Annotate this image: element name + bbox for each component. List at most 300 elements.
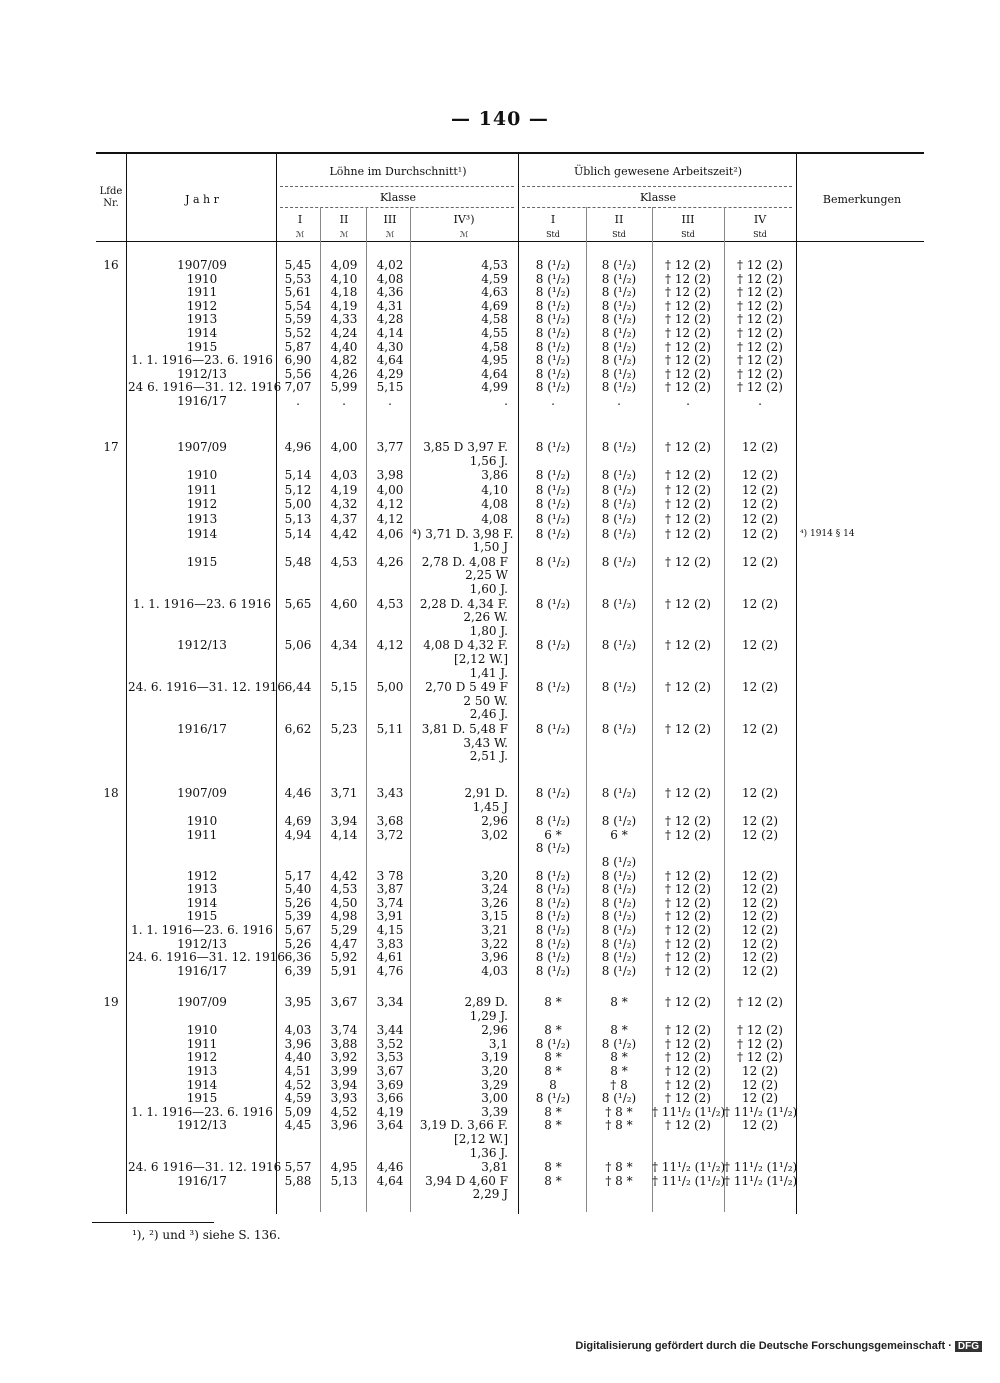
cell-a3: † 12 (2) [665, 868, 711, 883]
cell-l3: 4,31 [376, 298, 404, 313]
cell-year: 1915 [186, 1091, 218, 1106]
cell-l1: 6,62 [284, 722, 312, 736]
cell-a1: 8 (¹/₂) [535, 1091, 571, 1106]
cell-l1: 5,26 [284, 895, 312, 910]
cell-l4: 3,85 D 3,97 F. [423, 440, 508, 454]
cell-a2: 8 (¹/₂) [601, 554, 637, 569]
cell-a4: 12 (2) [741, 722, 779, 736]
cell-l4: 4,53 [481, 258, 508, 272]
cell-continuation: 1,41 J. [469, 665, 508, 680]
cell-a4: 12 (2) [741, 882, 779, 897]
table-row [0, 722, 1000, 736]
cell-a2: 8 (¹/₂) [601, 326, 637, 340]
cell-l3: 4,53 [376, 596, 404, 611]
cell-year: 1912/13 [177, 638, 227, 653]
cell-continuation: 3,43 W. [463, 735, 508, 750]
cell-l2: 3,94 [330, 1077, 358, 1092]
cell-a4: 12 (2) [741, 512, 779, 526]
cell-l1: 7,07 [284, 380, 312, 395]
cell-l3: 3,34 [376, 995, 404, 1009]
cell-l3: 4,02 [376, 258, 404, 272]
cell-l4: 2,91 D. [464, 786, 508, 800]
cell-a3: † 12 (2) [665, 638, 711, 653]
cell-continuation: 1,45 J [472, 799, 508, 814]
cell-l3: 3,69 [376, 1077, 404, 1092]
cell-a2: 8 (¹/₂) [601, 1091, 637, 1106]
cell-l3: 4,12 [376, 512, 404, 526]
cell-a4: † 12 (2) [737, 339, 783, 354]
cell-l2: 3,71 [330, 786, 358, 800]
cell-a4: 12 (2) [741, 963, 779, 978]
cell-a4: 12 (2) [741, 554, 779, 569]
table-row [0, 367, 1000, 381]
cell-a2: 8 (¹/₂) [601, 497, 637, 512]
cell-a3: † 12 (2) [665, 827, 711, 842]
table-row [0, 1091, 1000, 1105]
cell-a1: 8 * [544, 1050, 562, 1065]
cell-l1: 5,54 [284, 298, 312, 313]
cell-a2: † 8 [610, 1077, 628, 1092]
cell-year: 1914 [186, 895, 218, 910]
cell-l3: 3,87 [376, 882, 404, 897]
cell-a4: † 12 (2) [737, 271, 783, 286]
cell-a4: † 12 (2) [737, 312, 783, 327]
cell-a3: † 12 (2) [665, 995, 711, 1009]
cell-a4: † 11¹/₂ (1¹/₂) [724, 1173, 798, 1188]
cell-a1: 8 * [544, 1064, 562, 1078]
cell-l4: 4,63 [481, 285, 508, 300]
table-row [0, 353, 1000, 367]
cell-l2: 3,88 [330, 1036, 358, 1051]
section-number: 16 [103, 258, 119, 272]
cell-a4: . [758, 394, 762, 408]
cell-l3: 3,44 [376, 1023, 404, 1038]
header-arbeitszeit-unit: Std [681, 230, 695, 239]
cell-l1: 5,59 [284, 312, 312, 327]
cell-a2: 8 (¹/₂) [601, 353, 637, 368]
cell-year: 1914 [186, 326, 218, 340]
cell-a1: 8 * [544, 1173, 562, 1188]
cell-a4: 12 (2) [741, 786, 779, 800]
cell-l2: 4,42 [330, 526, 358, 541]
cell-l3: 3 78 [376, 868, 404, 883]
section-number: 19 [103, 995, 119, 1009]
cell-l3: 3,77 [376, 440, 404, 454]
cell-l1: 4,40 [284, 1050, 312, 1065]
table-row [0, 1064, 1000, 1078]
cell-year: 1915 [186, 339, 218, 354]
cell-l1: 5,65 [284, 596, 312, 611]
table-row [0, 828, 1000, 842]
cell-a4: 12 (2) [741, 468, 779, 483]
cell-l2: 4,26 [330, 366, 358, 381]
cell-year: 24. 6 1916—31. 12. 1916 [128, 1160, 282, 1175]
cell-l4: 3,96 [481, 950, 508, 965]
table-row [0, 937, 1000, 951]
header-loehne-col-1: I [297, 213, 303, 226]
cell-l3: 3,52 [376, 1036, 404, 1051]
cell-year: 1914 [186, 526, 218, 541]
cell-a1: 8 (¹/₂) [535, 497, 571, 512]
cell-l4: 3,81 [481, 1160, 508, 1175]
cell-l3: 3,53 [376, 1050, 404, 1065]
cell-l1: 4,96 [284, 440, 312, 454]
cell-a1: 8 * [544, 1023, 562, 1038]
cell-l3: 3,91 [376, 909, 404, 924]
cell-continuation: 1,80 J. [469, 623, 508, 638]
cell-year: 1915 [186, 554, 218, 569]
cell-a1: 8 (¹/₂) [535, 868, 571, 883]
header-jahr: J a h r [185, 193, 219, 206]
cell-a4: 12 (2) [741, 909, 779, 924]
cell-year: 1912 [186, 868, 218, 883]
cell-continuation: 2,46 J. [469, 707, 508, 722]
cell-l1: 5,09 [284, 1104, 312, 1119]
cell-a4: † 12 (2) [737, 285, 783, 300]
cell-l3: 4,30 [376, 339, 404, 354]
cell-a2: 8 (¹/₂) [601, 950, 637, 965]
cell-year: 1910 [186, 814, 218, 829]
cell-year: 24 6. 1916—31. 12. 1916 [128, 380, 282, 395]
cell-l1: 5,17 [284, 868, 312, 883]
cell-a3: † 12 (2) [665, 258, 711, 272]
cell-year: 1907/09 [177, 995, 227, 1009]
cell-a1: 8 (¹/₂) [535, 526, 571, 541]
cell-a3: † 12 (2) [665, 298, 711, 313]
cell-year: 1913 [186, 312, 218, 327]
cell-continuation: 2,26 W. [463, 610, 508, 625]
cell-a2: 8 (¹/₂) [601, 882, 637, 897]
cell-l4: 3,19 [481, 1050, 508, 1065]
table-row [0, 638, 1000, 652]
cell-l2: 4,37 [330, 512, 358, 526]
cell-a1: 8 (¹/₂) [535, 596, 571, 611]
cell-l4: 4,08 [481, 497, 508, 512]
cell-l2: 5,91 [330, 963, 358, 978]
header-dash [280, 207, 514, 208]
cell-a1: 8 (¹/₂) [535, 482, 571, 497]
table-row [0, 440, 1000, 454]
cell-l4: 3,21 [481, 923, 508, 937]
cell-l1: 5,45 [284, 258, 312, 272]
cell-a1: 8 (¹/₂) [535, 722, 571, 736]
cell-l2: 4,19 [330, 298, 358, 313]
cell-year: 1916/17 [177, 722, 227, 736]
cell-a3: † 12 (2) [665, 440, 711, 454]
cell-a3: † 12 (2) [665, 482, 711, 497]
cell-a4: † 11¹/₂ (1¹/₂) [724, 1104, 798, 1119]
cell-year: 1912/13 [177, 1118, 227, 1133]
cell-l4: 3,02 [481, 827, 508, 842]
cell-l1: 5,12 [284, 482, 312, 497]
cell-l4: 4,59 [481, 271, 508, 286]
cell-a2: 8 (¹/₂) [601, 895, 637, 910]
table-row [0, 814, 1000, 828]
cell-l3: 5,00 [376, 680, 404, 695]
table-row [0, 326, 1000, 340]
cell-l1: 5,61 [284, 285, 312, 300]
cell-continuation: [2,12 W.] [454, 652, 508, 666]
cell-a3: † 11¹/₂ (1¹/₂) [652, 1160, 726, 1175]
cell-a3: . [686, 394, 690, 408]
cell-a3: † 12 (2) [665, 326, 711, 340]
cell-l1: 5,53 [284, 271, 312, 286]
table-row [0, 468, 1000, 482]
cell-a1: 8 (¹/₂) [535, 909, 571, 924]
cell-a3: † 12 (2) [665, 786, 711, 800]
section-number: 17 [103, 440, 119, 454]
cell-l4: 4,64 [481, 366, 508, 381]
cell-a1: 8 (¹/₂) [535, 1036, 571, 1051]
cell-l2: 5,29 [330, 923, 358, 937]
cell-a2: † 8 * [605, 1173, 633, 1188]
cell-l2: 4,09 [330, 258, 358, 272]
table-row [0, 1023, 1000, 1037]
cell-a2: 8 * [610, 1064, 628, 1078]
cell-year: 1912/13 [177, 936, 227, 951]
cell-continuation: 1,50 J [472, 540, 508, 555]
cell-a4: 12 (2) [741, 868, 779, 883]
cell-year: 1911 [186, 482, 218, 497]
cell-a1: 8 (¹/₂) [535, 353, 571, 368]
cell-a3: † 12 (2) [665, 882, 711, 897]
cell-l4: 2,70 D 5 49 F [425, 680, 508, 695]
cell-a3: † 12 (2) [665, 680, 711, 695]
cell-l2: 5,92 [330, 950, 358, 965]
cell-continuation: 8 (¹/₂) [601, 855, 637, 869]
table-row [0, 882, 1000, 896]
cell-a2: 8 (¹/₂) [601, 722, 637, 736]
table-row [0, 950, 1000, 964]
cell-year: 1912/13 [177, 366, 227, 381]
cell-a3: † 12 (2) [665, 923, 711, 937]
cell-a1: . [551, 394, 555, 408]
table-row [0, 1160, 1000, 1174]
cell-a2: 8 * [610, 1050, 628, 1065]
cell-l3: 4,64 [376, 353, 404, 368]
cell-a3: † 12 (2) [665, 1118, 711, 1133]
cell-l4: 3,00 [481, 1091, 508, 1106]
cell-a2: 8 (¹/₂) [601, 366, 637, 381]
cell-year: 1913 [186, 1064, 218, 1078]
cell-continuation: 1,29 J. [469, 1008, 508, 1023]
cell-a2: 8 (¹/₂) [601, 680, 637, 695]
cell-a4: 12 (2) [741, 482, 779, 497]
table-row [0, 285, 1000, 299]
cell-l2: 4,42 [330, 868, 358, 883]
cell-a2: 8 (¹/₂) [601, 482, 637, 497]
cell-continuation: 1,60 J. [469, 582, 508, 596]
cell-l3: 4,46 [376, 1160, 404, 1175]
cell-a2: 8 (¹/₂) [601, 271, 637, 286]
table-row [0, 555, 1000, 569]
cell-l4: 3,20 [481, 868, 508, 883]
cell-l3: 3,43 [376, 786, 404, 800]
cell-a1: 8 (¹/₂) [535, 339, 571, 354]
cell-a2: 8 (¹/₂) [601, 512, 637, 526]
cell-a3: † 12 (2) [665, 285, 711, 300]
cell-year: 1915 [186, 909, 218, 924]
cell-a2: 8 (¹/₂) [601, 936, 637, 951]
cell-l1: 5,57 [284, 1160, 312, 1175]
cell-l1: 4,03 [284, 1023, 312, 1038]
header-arbeitszeit-col-4: IV [753, 213, 767, 226]
cell-a4: 12 (2) [741, 1077, 779, 1092]
header-loehne-unit: ℳ [385, 230, 395, 239]
cell-l3: 4,64 [376, 1173, 404, 1188]
header-arbeitszeit-klasse: Klasse [639, 191, 677, 204]
header-arbeitszeit-unit: Std [753, 230, 767, 239]
cell-a1: 8 (¹/₂) [535, 366, 571, 381]
cell-a2: † 8 * [605, 1118, 633, 1133]
header-loehne: Löhne im Durchschnitt¹) [329, 165, 467, 178]
table-row [0, 527, 1000, 541]
cell-l3: 4,26 [376, 554, 404, 569]
cell-a2: 8 (¹/₂) [601, 1036, 637, 1051]
cell-a2: 8 (¹/₂) [601, 526, 637, 541]
cell-a3: † 12 (2) [665, 909, 711, 924]
cell-a2: 8 (¹/₂) [601, 638, 637, 653]
cell-l1: 6,36 [284, 950, 312, 965]
cell-l4: 2,89 D. [464, 995, 508, 1009]
cell-l1: 5,14 [284, 526, 312, 541]
cell-l1: 5,13 [284, 512, 312, 526]
cell-year: 1911 [186, 827, 218, 842]
cell-l2: 4,60 [330, 596, 358, 611]
cell-l4: 4,95 [481, 353, 508, 368]
cell-l4: 4,55 [481, 326, 508, 340]
cell-a3: † 12 (2) [665, 1050, 711, 1065]
cell-a1: 8 (¹/₂) [535, 882, 571, 897]
cell-year: 24. 6. 1916—31. 12. 1916 [128, 950, 286, 965]
cell-year: 1911 [186, 285, 218, 300]
cell-l4: 2,96 [481, 814, 508, 829]
header-dash [522, 207, 792, 208]
cell-year: 1916/17 [177, 1173, 227, 1188]
cell-a3: † 12 (2) [665, 950, 711, 965]
table-row [0, 272, 1000, 286]
cell-a3: † 12 (2) [665, 936, 711, 951]
header-loehne-unit: ℳ [459, 230, 469, 239]
cell-l2: 4,33 [330, 312, 358, 327]
cell-l3: 3,98 [376, 468, 404, 483]
cell-a4: † 12 (2) [737, 995, 783, 1009]
cell-continuation: 2,29 J [472, 1187, 508, 1202]
cell-a3: † 12 (2) [665, 596, 711, 611]
cell-a2: 8 (¹/₂) [601, 596, 637, 611]
cell-a4: † 11¹/₂ (1¹/₂) [724, 1160, 798, 1175]
cell-l4: 3,20 [481, 1064, 508, 1078]
cell-l2: 4,03 [330, 468, 358, 483]
cell-a3: † 12 (2) [665, 963, 711, 978]
cell-year: 1916/17 [177, 394, 227, 408]
cell-l3: 4,14 [376, 326, 404, 340]
cell-a3: † 11¹/₂ (1¹/₂) [652, 1173, 726, 1188]
table-row [0, 786, 1000, 800]
cell-l1: 5,26 [284, 936, 312, 951]
cell-l3: 4,28 [376, 312, 404, 327]
cell-l3: 4,36 [376, 285, 404, 300]
header-loehne-klasse: Klasse [379, 191, 417, 204]
cell-l3: 3,83 [376, 936, 404, 951]
cell-a3: † 12 (2) [665, 380, 711, 395]
cell-l2: 5,99 [330, 380, 358, 395]
cell-year: 1910 [186, 271, 218, 286]
table-row [0, 680, 1000, 694]
header-loehne-col-4: IV³) [453, 213, 475, 226]
cell-a4: 12 (2) [741, 950, 779, 965]
cell-l3: 4,76 [376, 963, 404, 978]
cell-l1: 4,69 [284, 814, 312, 829]
cell-l2: 3,93 [330, 1091, 358, 1106]
footer-text: Digitalisierung gefördert durch die Deutsche Forschungsgemeinschaft · [575, 1340, 952, 1352]
cell-l3: 3,64 [376, 1118, 404, 1133]
cell-l3: 5,11 [376, 722, 404, 736]
cell-a4: † 12 (2) [737, 353, 783, 368]
cell-a4: 12 (2) [741, 440, 779, 454]
cell-a3: † 12 (2) [665, 1023, 711, 1038]
cell-a1: 8 (¹/₂) [535, 786, 571, 800]
cell-a3: † 12 (2) [665, 554, 711, 569]
cell-l2: . [342, 394, 346, 408]
cell-l3: 4,15 [376, 923, 404, 937]
table-row [0, 964, 1000, 978]
cell-a3: † 12 (2) [665, 353, 711, 368]
cell-year: 1907/09 [177, 786, 227, 800]
cell-a1: 8 (¹/₂) [535, 936, 571, 951]
cell-l1: 4,94 [284, 827, 312, 842]
table-row [0, 394, 1000, 408]
cell-a1: 8 (¹/₂) [535, 468, 571, 483]
cell-l4: ⁴) 3,71 D. 3,98 F. [412, 526, 514, 541]
cell-l1: 3,96 [284, 1036, 312, 1051]
cell-l4: 4,08 D 4,32 F. [423, 638, 508, 653]
header-dash [280, 186, 514, 187]
table-row [0, 909, 1000, 923]
cell-l1: 4,59 [284, 1091, 312, 1106]
cell-l1: 5,87 [284, 339, 312, 354]
header-dash [522, 186, 792, 187]
cell-a3: † 12 (2) [665, 366, 711, 381]
cell-a3: † 12 (2) [665, 271, 711, 286]
cell-l1: 5,67 [284, 923, 312, 937]
cell-l1: 5,56 [284, 366, 312, 381]
cell-a2: . [617, 394, 621, 408]
footnote: ¹), ²) und ³) siehe S. 136. [132, 1228, 281, 1242]
cell-continuation: 2,51 J. [469, 749, 508, 764]
cell-a1: 8 (¹/₂) [535, 312, 571, 327]
cell-a1: 8 * [544, 1160, 562, 1175]
cell-a2: 8 (¹/₂) [601, 440, 637, 454]
cell-l4: 2,96 [481, 1023, 508, 1038]
cell-a1: 8 (¹/₂) [535, 440, 571, 454]
cell-a1: 8 (¹/₂) [535, 380, 571, 395]
table-row [0, 1105, 1000, 1119]
cell-year: 1914 [186, 1077, 218, 1092]
cell-a3: † 12 (2) [665, 497, 711, 512]
table-row [0, 340, 1000, 354]
cell-l2: 4,50 [330, 895, 358, 910]
cell-l1: 5,00 [284, 497, 312, 512]
cell-l3: 4,08 [376, 271, 404, 286]
cell-a4: † 12 (2) [737, 380, 783, 395]
cell-l4: 4,58 [481, 339, 508, 354]
cell-l4: 3,81 D. 5,48 F [421, 722, 508, 736]
table-row [0, 923, 1000, 937]
cell-l1: 4,45 [284, 1118, 312, 1133]
cell-a2: 8 (¹/₂) [601, 963, 637, 978]
header-arbeitszeit-col-3: III [681, 213, 695, 226]
